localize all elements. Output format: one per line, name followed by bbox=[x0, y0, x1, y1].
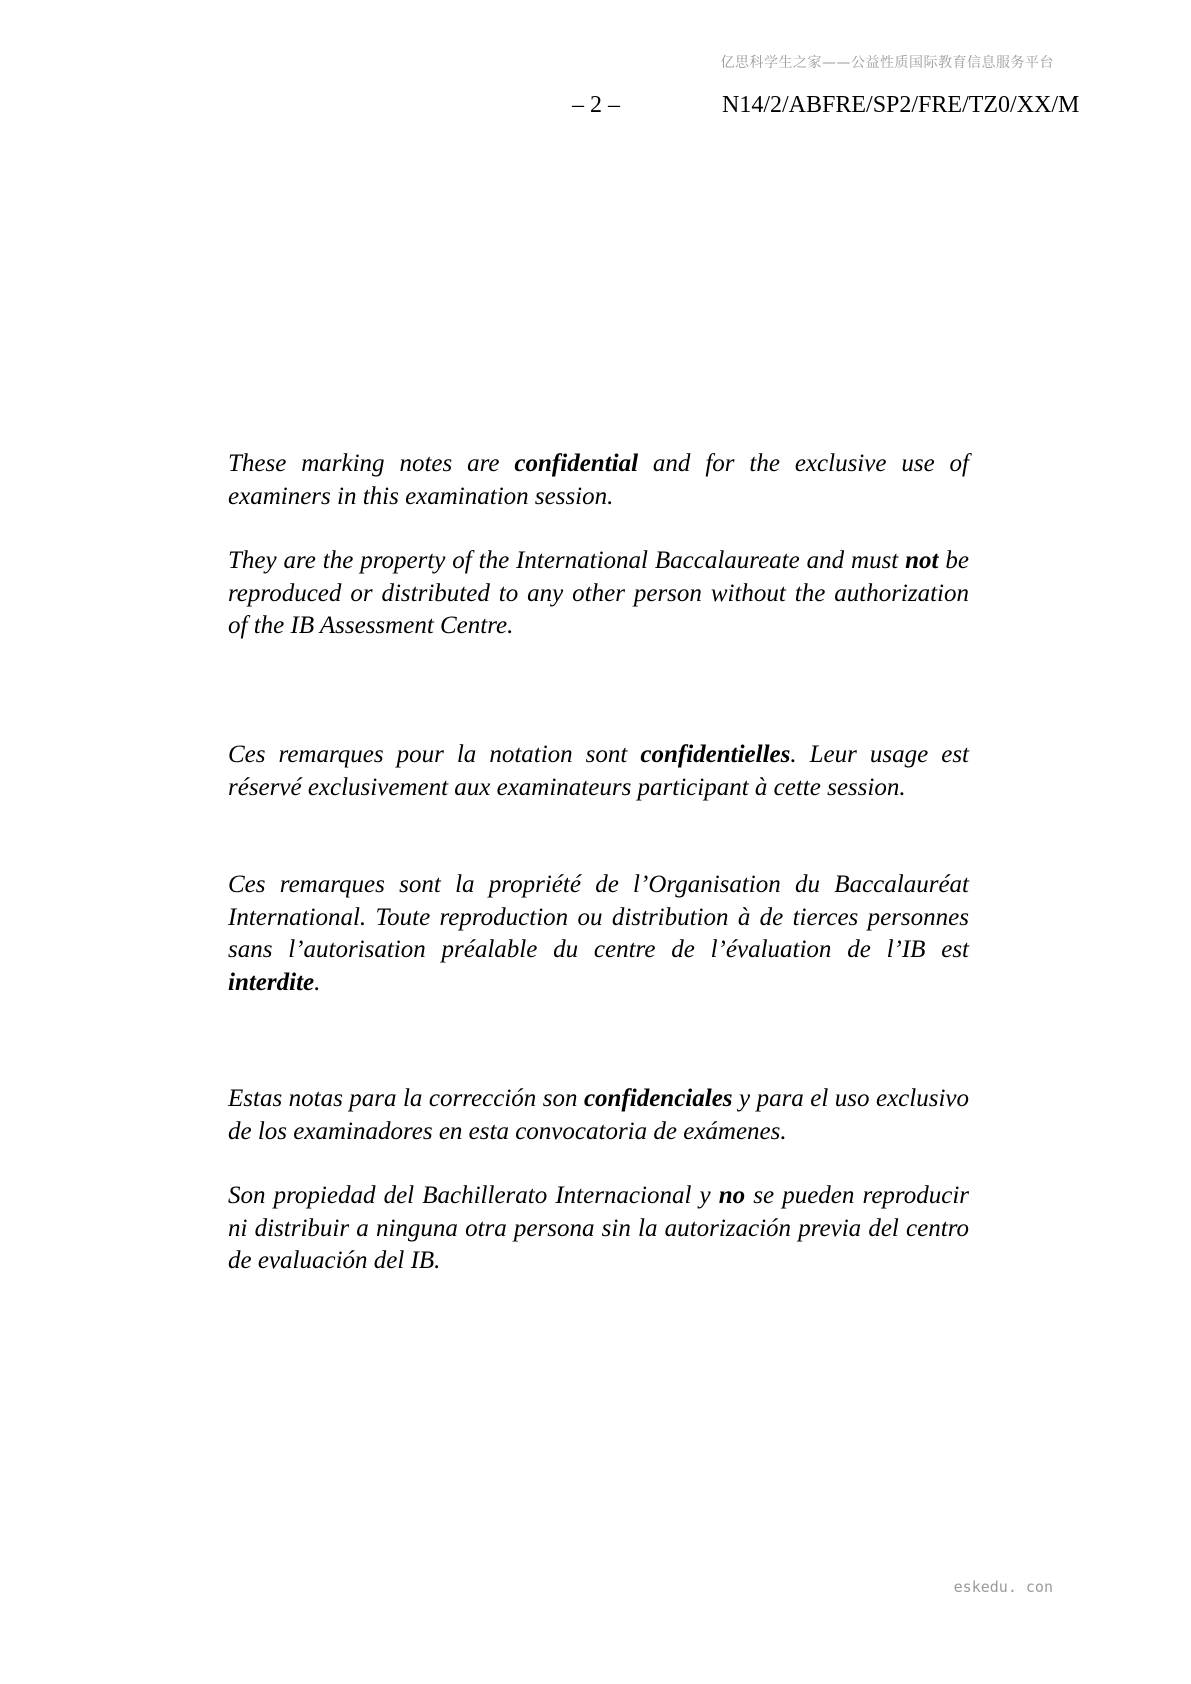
notice-english-property bbox=[228, 545, 969, 643]
notice-text: Son propiedad del Bachillerato Internacional y bbox=[228, 1182, 719, 1209]
document-code: N14/2/ABFRE/SP2/FRE/TZ0/XX/M bbox=[722, 92, 1080, 118]
notice-text: y para el uso exclusivo de los examinadores en esta convocatoria de exámenes. bbox=[228, 1085, 969, 1145]
notice-text: . bbox=[314, 968, 321, 996]
watermark-top: 亿思科学生之家——公益性质国际教育信息服务平台 bbox=[720, 55, 1054, 71]
notice-emphasis: not bbox=[905, 547, 939, 574]
notice-text: . Leur usage est réservé exclusivement aux examinateurs participant à cette session. bbox=[228, 741, 970, 801]
notice-paragraph bbox=[228, 739, 969, 804]
notice-text: be reproduced or distributed to any other person without the authorization of the IB Assessment Centre. bbox=[228, 547, 969, 639]
notice-emphasis: confidential bbox=[514, 450, 639, 477]
notice-emphasis: confidenciales bbox=[583, 1085, 733, 1112]
notice-text: They are the property of the International Baccalaureate and must bbox=[228, 547, 906, 574]
notice-text: and for the exclusive use of examiners in this examination session. bbox=[228, 450, 970, 510]
page-header bbox=[0, 92, 1191, 126]
notice-english-confidentiality bbox=[228, 448, 969, 513]
notice-text: Ces remarques sont la propriété de l’Organisation du Baccalauréat International. Toute reproduction ou distribution à de tierces personnes sans l’autorisation préalable du centre de l’évaluation de l’IB est bbox=[228, 871, 969, 963]
notice-french-confidentiality bbox=[228, 739, 969, 804]
notice-emphasis: confidentielles bbox=[640, 741, 791, 768]
notice-text: Estas notas para la corrección son bbox=[228, 1085, 584, 1112]
notice-paragraph bbox=[228, 869, 969, 999]
notice-spanish-property bbox=[228, 1180, 969, 1278]
notice-emphasis: no bbox=[718, 1182, 746, 1209]
notice-french-property bbox=[228, 869, 969, 999]
notice-spanish-confidentiality bbox=[228, 1083, 969, 1148]
notice-text: These marking notes are bbox=[228, 450, 515, 477]
notice-text: se pueden reproducir ni distribuir a ninguna otra persona sin la autorización previa del centro de evaluación del IB. bbox=[228, 1182, 969, 1274]
notice-paragraph bbox=[228, 1180, 969, 1278]
notice-text: Ces remarques pour la notation sont bbox=[228, 741, 641, 768]
notice-paragraph bbox=[228, 448, 969, 513]
notice-emphasis: interdite bbox=[228, 968, 315, 996]
watermark-bottom: eskedu. con bbox=[953, 1578, 1053, 1596]
notice-paragraph bbox=[228, 1083, 969, 1148]
page-number: – 2 – bbox=[572, 92, 620, 118]
notice-paragraph bbox=[228, 545, 969, 643]
